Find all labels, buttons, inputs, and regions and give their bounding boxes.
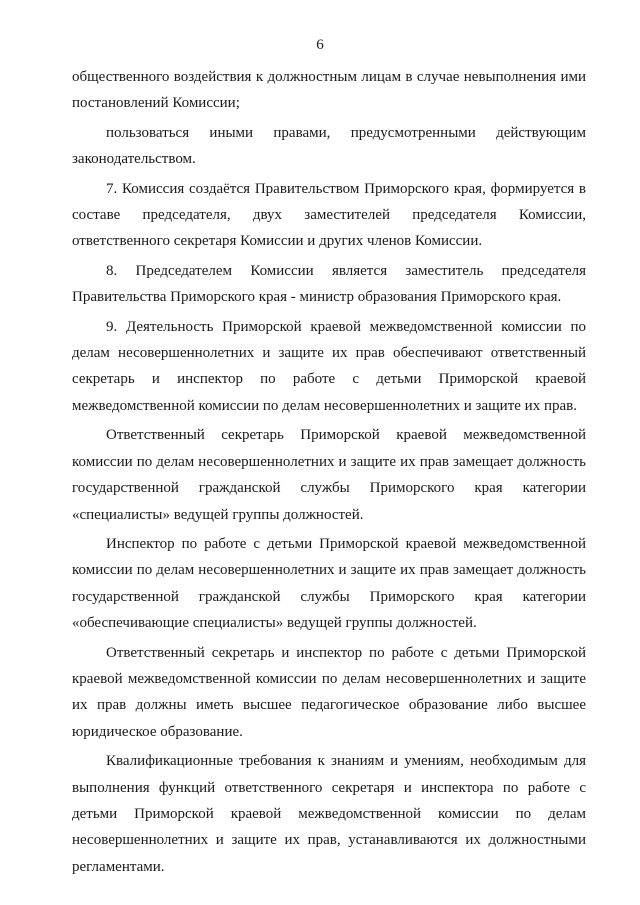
paragraph-item-7: 7. Комиссия создаётся Правительством Приморского края, формируется в составе председателя, двух заместителей председателя Комиссии, ответственного секретаря Комиссии и других членов Комиссии.	[72, 180, 586, 250]
paragraph-qualification-requirements: Квалификационные требования к знаниям и умениям, необходимым для выполнения функций ответственного секретаря и инспектора по работе с детьми Приморской краевой межведомственной комиссии по делам несовершеннолетних и защите их прав, устанавливаются их должностными регламентами.	[72, 753, 586, 875]
paragraph-item-9: 9. Деятельность Приморской краевой межведомственной комиссии по делам несовершеннолетних и защите их прав обеспечивают ответственный секретарь и инспектор по работе с детьми Приморской краевой межведомственной комиссии по делам несовершеннолетних и защите их прав.	[72, 318, 586, 414]
paragraph-item-8: 8. Председателем Комиссии является заместитель председателя Правительства Приморского края - министр образования Приморского края.	[72, 262, 586, 306]
paragraph-inspector-position: Инспектор по работе с детьми Приморской краевой межведомственной комиссии по делам несовершеннолетних и защите их прав замещает должность государственной гражданской службы Приморского края категории «обеспечивающие специалисты» ведущей группы должностей.	[72, 535, 586, 632]
paragraph-education-requirements: Ответственный секретарь и инспектор по работе с детьми Приморской краевой межведомственной комиссии по делам несовершеннолетних и защите их прав должны иметь высшее педагогическое образование либо высшее юридическое образование.	[72, 644, 586, 740]
paragraph-rights: пользоваться иными правами, предусмотренными действующим законодательством.	[72, 124, 586, 168]
paragraph-secretary-position: Ответственный секретарь Приморской краевой межведомственной комиссии по делам несовершеннолетних и защите их прав замещает должность государственной гражданской службы Приморского края категории «специалисты» ведущей группы должностей.	[72, 427, 586, 523]
paragraph-continuation: общественного воздействия к должностным лицам в случае невыполнения ими постановлений Комиссии;	[72, 69, 586, 112]
page-number: 6	[316, 37, 324, 53]
document-body	[72, 64, 586, 883]
